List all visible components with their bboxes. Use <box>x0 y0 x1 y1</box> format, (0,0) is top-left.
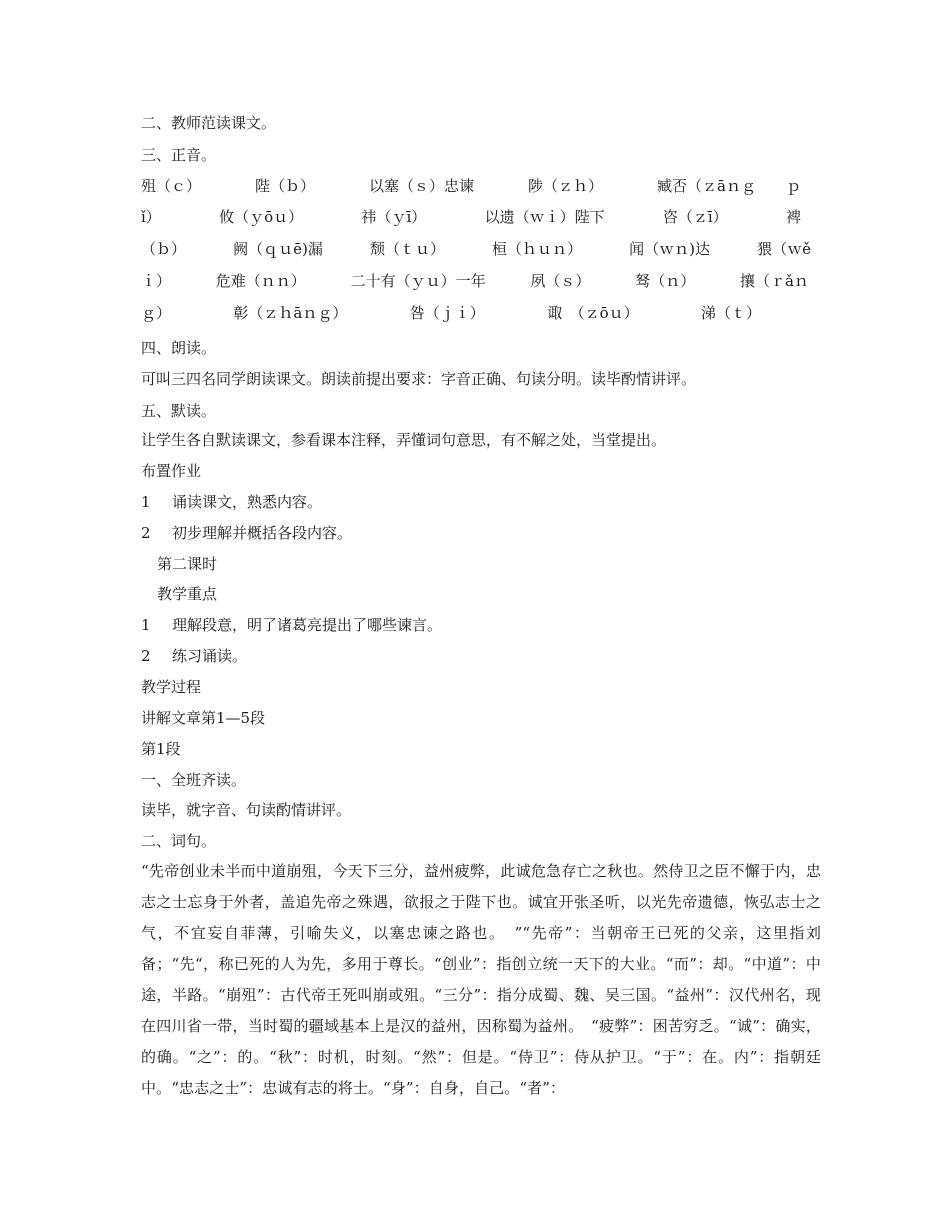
reading-aloud-body: 可叫三四名同学朗读课文。朗读前提出要求：字音正确、句读分明。读毕酌情讲评。 <box>141 370 697 388</box>
pron-item: 以塞（ｓ）忠谏 <box>369 177 475 195</box>
lecture-range: 讲解文章第1—5段 <box>141 709 266 727</box>
section-teacher-reading: 二、教师范读课文。 <box>141 114 277 132</box>
pron-item: 陟（ｚｈ） <box>528 177 604 195</box>
silent-reading-body: 让学生各自默读课文，参看课本注释，弄懂词句意思，有不解之处，当堂提出。 <box>141 431 667 449</box>
focus-item-number: 1 <box>141 616 151 634</box>
homework-item-text: 初步理解并概括各段内容。 <box>172 524 353 542</box>
pron-item: 咨（ｚī） <box>662 208 728 226</box>
focus-item <box>141 615 821 635</box>
lesson-two-heading: 第二课时 <box>157 555 218 573</box>
pron-item: 臧否（ｚāｎｇ ｐ <box>657 177 801 195</box>
pron-item: 攘（ｒǎｎ <box>739 272 809 290</box>
focus-item-text: 理解段意，明了诸葛亮提出了哪些谏言。 <box>172 616 443 634</box>
pron-item: 二十有（ｙｕ）一年 <box>350 272 486 290</box>
pronunciation-row <box>141 207 801 227</box>
homework-item <box>141 492 821 512</box>
homework-item <box>141 523 821 543</box>
pron-item: 攸（ｙōｕ） <box>219 208 304 226</box>
pron-item: ｉ） <box>141 272 172 290</box>
pron-item: 危难（ｎｎ） <box>215 272 306 290</box>
homework-item-number: 1 <box>141 493 151 511</box>
pronunciation-row <box>141 271 809 291</box>
pron-item: 陛（ｂ） <box>255 177 316 195</box>
homework-item-text: 诵读课文，熟悉内容。 <box>172 493 323 511</box>
pron-item: 裨 <box>785 208 801 226</box>
teaching-focus-title: 教学重点 <box>157 585 218 603</box>
pron-item: 涕（ｔ） <box>700 304 761 322</box>
section-class-reading: 一、全班齐读。 <box>141 771 247 789</box>
section-pronunciation: 三、正音。 <box>141 146 217 164</box>
section-words: 二、词句。 <box>141 832 217 850</box>
pronunciation-row <box>141 176 801 196</box>
class-reading-body: 读毕，就字音、句读酌情讲评。 <box>141 801 352 819</box>
pron-item: 猥（ｗě <box>757 240 811 258</box>
pron-item: ǐ） <box>141 208 161 226</box>
pron-item: 颓（ｔｕ） <box>369 240 445 258</box>
pron-item: 驽（ｎ） <box>635 272 696 290</box>
pron-item: 以遗（ｗｉ）陛下 <box>484 208 605 226</box>
pron-item: 祎（ｙī） <box>361 208 427 226</box>
pron-item: 诹 （ｚōｕ） <box>547 304 639 322</box>
homework-item-number: 2 <box>141 524 151 542</box>
pron-item: 闻（ｗｎ)达 <box>629 240 711 258</box>
pron-item: 阙（ｑｕē)漏 <box>233 240 323 258</box>
pron-item: 咎（ｊｉ） <box>409 304 485 322</box>
pron-item: 殂（ｃ） <box>141 177 202 195</box>
pron-item: ｇ） <box>141 304 172 322</box>
focus-item-text: 练习诵读。 <box>172 647 248 665</box>
section-reading-aloud: 四、朗读。 <box>141 339 217 357</box>
focus-item-number: 2 <box>141 647 151 665</box>
pronunciation-row <box>141 303 761 323</box>
teaching-process-title: 教学过程 <box>141 678 202 696</box>
pron-item: （ｂ） <box>141 240 187 258</box>
commentary-paragraph: “先帝创业未半而中道崩殂，今天下三分，益州疲弊，此诚危急存亡之秋也。然侍卫之臣不懈于内，忠志之士忘身于外者，盖追先帝之殊遇，欲报之于陛下也。诚宜开张圣听，以光先帝遗德，恢弘志士之气，不宜妄自菲薄，引喻失义，以塞忠谏之路也。 ”“先帝”：当朝帝王已死的父亲，这里指刘备；“先“，称已死的人为先，多用于尊长。“创业”：指创立统一天下的大业。“而”：却。“中道”：中途，半路。“崩殂”：古代帝王死叫崩或殂。“三分”：指分成蜀、魏、吴三国。“益州”：汉代州名，现在四川省一带，当时蜀的疆域基本上是汉的益州，因称蜀为益州。 “疲弊”：困苦穷乏。“诚”：确实，的确。“之”：的。“秋”：时机，时刻。“然”：但是。“侍卫”：侍从护卫。“于”：在。内”：指朝廷中。“忠志之士”：忠诚有志的将士。“身”：自身，自己。“者”： <box>141 862 821 1097</box>
pron-item: 彰（ｚｈāｎｇ） <box>233 304 348 322</box>
homework-title: 布置作业 <box>141 462 202 480</box>
paragraph-one-heading: 第1段 <box>141 740 181 758</box>
pron-item: 夙（ｓ） <box>530 272 591 290</box>
pron-item: 桓（ｈｕｎ） <box>492 240 583 258</box>
pronunciation-row <box>141 239 811 259</box>
section-silent-reading: 五、默读。 <box>141 402 217 420</box>
focus-item <box>141 646 821 666</box>
